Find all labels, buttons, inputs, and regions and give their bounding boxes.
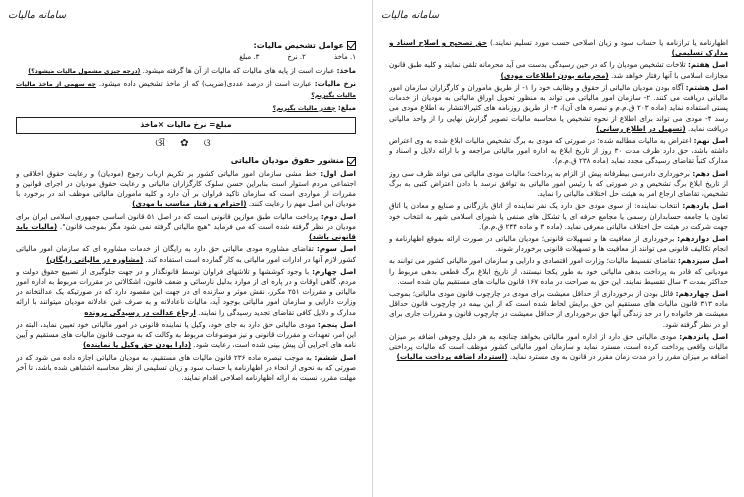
logo-text: سامانه مالیات — [381, 10, 440, 21]
principle-label: اصل هفتم: — [688, 60, 728, 70]
principle-label: اصل هشتم: — [685, 82, 728, 92]
paragraph — [16, 79, 356, 101]
factor-item: ۳. مبلغ — [239, 53, 260, 62]
principle-text: برخورداری دادرسی بیطرفانه پیش از الزام به پرداخت؛ مالیات مودی مالیاتی می تواند ظرف سی روز از تاریخ ابلاغ برگ تشخیص و در صورتی که با رئیس امور مالیاتی به توافق نرسد با دادن اعتراض کتبی به برگ تشخیص، تقاضای ارجاع امر به هیئت حل اختلاف مالیاتی را نماید. — [389, 168, 728, 199]
principle-text: مودی مالیاتی حق دارد از اداره امور مالیاتی بخواهد چنانچه به هر دلیل وجوهی اضافه بر میزان مالیات واقعی پرداخت کرده است، مسترد نماید و سازمان امور مالیاتی کشور موظف است که مالیات پرداختی اضافه بر میزان مقرر را در مدت زمان مقرر در قانون به وی مسترد نماید. — [389, 331, 728, 362]
principle-5 — [16, 320, 356, 351]
principle-1 — [16, 169, 356, 210]
principle-label: اصل سوم: — [317, 244, 356, 254]
principle-label: اصل سیزدهم: — [678, 256, 728, 266]
section-title: منشور حقوق مودیان مالیاتی — [230, 156, 344, 166]
principle-label: اصل دهم: — [692, 168, 728, 178]
principle-summary: (استرداد اضافه پرداخت مالیات) — [396, 352, 508, 362]
principle-10 — [389, 169, 728, 200]
factor-list — [16, 53, 356, 63]
section-title: عوامل تشخیص مالیات: — [253, 41, 344, 50]
principle-summary: (احترام و رفتار مناسب با مودی) — [132, 199, 247, 209]
section-header-factors — [16, 40, 356, 51]
principle-8 — [389, 83, 728, 134]
page-right — [372, 0, 744, 497]
term-note: چقدر مالیات بگیریم؟ — [272, 104, 336, 112]
principle-text: تقاضای مشاوره مودی مالیاتی حق دارد به رایگان از خدمات مشاوره ای که سازمان امور مالیاتی کشور لازم آنها در ادارات امور مالیاتی به کار گمارده است استفاده کند. — [16, 244, 356, 264]
principle-3 — [16, 244, 356, 264]
term-note: (درجه چیزی مشمول مالیات میشود؟) — [28, 68, 141, 76]
term-label: نرخ مالیات: — [314, 79, 356, 89]
principle-text: تقاضای تقسیط مالیات؛ وزارت امور اقتصادی و دارایی و سازمان امور مالیاتی کشور می توانند به مودیانی که قادر به پرداخت بدهی مالیاتی خود به طور یکجا نیستند، از تاریخ ابلاغ برگ قطعی بدهی مربوط را حداکثر بمدت ۳ سال تقسیط نمایند. این حق به صراحت در ماده ۱۶۷ قانون مالیات های مستقیم بیان شده است. — [389, 256, 728, 286]
principle-label: اصل چهارم: — [312, 266, 356, 276]
page-left-content — [16, 38, 356, 493]
factor-item: ۱. ماخذ — [333, 53, 356, 62]
logo-text: سامانه مالیات — [8, 10, 67, 21]
checkbox-icon — [347, 41, 356, 50]
principle-text: قائل بودن از برخورداری از حداقل معیشت برای مودی در چارچوب قانون مودی مالیاتی؛ بموجب ماده ۳۱۳ قانون مالیات های مستقیم این حق برایش لحاظ شده است که از این بیمه در چارچوب قانون حداقل معیشت هر خانواده را در حد زندگی آنها حق برخورداری از حداقل معیشت در چارچوب قانون و مقررات جاری برای او در نظر گرفته شود. — [389, 289, 728, 329]
principle-text: خط مشی سازمان امور مالیاتی کشور بر تکریم ارباب رجوع (مودیان) و رعایت حقوق اخلاقی و اجتماعی مردم استوار است بنابراین حسن سلوک کارگزاران مالیاتی و رعایت حقوق مودیان در اجرای قوانین و مقررات از مواردی است که سازمان تاکید فراوان بر آن دارد و کلیه ماموران مالیاتی موظف اند در برخورد با مودیان این اصل مهم را رعایت کنند. — [16, 168, 356, 209]
principle-label: اصل چهاردهم: — [675, 289, 728, 299]
principle-text: اظهارنامه یا ترازنامه یا حساب سود و زیان اصلاحی حسب مورد تسلیم نمایند.) — [489, 38, 728, 47]
principle-7 — [389, 60, 728, 80]
principle-text: انتخاب نماینده: از سوی مودی حق دارد یک نفر نماینده از اتاق بازرگانی و صنایع و معادن یا اتاق تعاون یا جامعه حسابداران رسمی یا مجامع حرفه ای یا تشکل های صنفی یا شورای اسلامی شهر به انتخاب خود جهت شرکت در هیئت حل اختلاف مالیاتی معرفی نماید. (ماده ۳ و ماده ۲۴۴ ق.م.م). — [389, 201, 728, 231]
principle-summary: حق تصحیح و اصلاح اسناد و مدارک تسلیمی) — [389, 38, 728, 58]
term-note: چه سهمی از ماخذ مالیات — [16, 81, 96, 89]
principle-13 — [389, 256, 728, 287]
page-right-content — [389, 38, 728, 493]
principle-15 — [389, 332, 728, 363]
term-label: ماخذ: — [336, 66, 356, 76]
principle-label: اصل دوم: — [320, 211, 356, 221]
principle-text: آگاه بودن مودیان مالیاتی از حقوق و وظایف خود را ۱- از طریق ماموران و کارگزاران سازمان امور مالیاتی دریافت می کنند. ۲- سازمان امور مالیاتی می تواند به منظور تحویل اوراق مالیاتی به مودیان از خدمات پستی استفاده نماید (ماده ۲۰۳ ق.م.م و تبصره های آن)، ۳- از طریق روزنامه های کثیرالانتشار به اطلاع مودی می رسد ۴- مودی می تواند برای اطلاع از نحوه تشخیص یا محاسبه مالیات تصویر گزارش نهایی را از واحد مالیاتی دریافت نماید. — [389, 82, 728, 133]
ornament: ଔ ✿ ଓ — [155, 138, 217, 150]
logo — [6, 8, 67, 34]
principle-summary: (تسهیل در اطلاع رسانی) — [596, 123, 686, 133]
principle-4 — [16, 267, 356, 318]
principle-label: اصل نهم: — [693, 135, 728, 145]
principle-text: به موجب تبصره ماده ۲۳۶ قانون مالیات های مستقیم، به مودیان مالیاتی اجازه داده می شود که در صورتی که به نحوی از انحاء در اظهارنامه یا حساب سود و زیان تسلیمی از نظر محاسبه اشتباهی شده باشد، تا آخر مهلت مقرر، نسبت به ارائه اظهارنامه اصلاحی اقدام نمایند. — [16, 352, 356, 382]
principle-12 — [389, 234, 728, 254]
term-text: عبارت است از درصد عددی(ضریب) که از ماخذ تشخیص داده میشود. — [98, 79, 312, 89]
principle-label: اصل یازدهم: — [682, 201, 728, 211]
principle-text: اعتراض به مالیات مطالبه شده؛ در صورتی که مودی به برگ تشخیص مالیات ابلاغ شده به وی اعتراض داشته باشد، حق دارد ظرف مدت ۳۰ روز از تاریخ ابلاغ به اداره امور مالیاتی مراجعه و با ارائه دلایل و اسناد و مدارک کتباً تقاضای رسیدگی مجدد نماید (ماده ۲۳۸ ق.م.م). — [389, 135, 728, 166]
paragraph-continued — [389, 38, 728, 58]
principle-summary: (محرمانه بودن اطلاعات مودی) — [500, 70, 609, 80]
paragraph — [16, 66, 356, 77]
term-text: عبارت است از پایه های مالیات که مالیات از آن ها گرفته میشود. — [142, 66, 335, 76]
principle-text: برخورداری از معافیت ها و تسهیلات قانونی؛ مودیان مالیاتی در صورت ارائه بموقع اظهارنامه و انجام تکالیف قانونی می توانند از معافیت ها و تسهیلات قانونی برخوردار شوند. — [389, 233, 728, 254]
principle-11 — [389, 201, 728, 232]
principle-label: اصل اول: — [320, 168, 356, 178]
principle-summary: (دارا بودن حق وکیل یا نماینده) — [82, 340, 192, 350]
principle-9 — [389, 136, 728, 167]
factor-item: ۲. نرخ — [287, 53, 306, 62]
term-label: مبلغ: — [337, 102, 356, 112]
term-note-sub: مالیات بگیریم؟ — [311, 91, 356, 99]
principle-label: اصل پنجم: — [317, 319, 356, 329]
paragraph — [16, 103, 356, 114]
principle-summary: (مشاوره در مالیاتی رایگان) — [46, 254, 144, 264]
principle-text: با وجود کوششها و تلاشهای فراوان توسط قانونگذار و در جهت جلوگیری از تضییع حقوق دولت و مردم، گاهی اوقات و در پاره ای از موارد بدلیل نارسائی و ضعف قانون، اشکالاتی در مقررات مربوط به اداره امور مالیاتی و مقررات ۲۵۱ مکرر، نقش موثر و سازنده ای در جهت این مقصود دارد که در صورتیکه یک عدالتخانه در وزارت دارایی و سازمان امور مالیاتی بوجود آید، مالیات ناعادلانه و به صرف غبن عادلانه مودیان میتوانند با ارائه مدارک و دلایل کافی تقاضای تجدید رسیدگی را نمایند. — [16, 266, 356, 317]
principle-label: اصل دوازدهم: — [677, 233, 728, 243]
principle-label: اصل ششم: — [314, 352, 356, 362]
principle-text: تلاخات تشخیص مودیان را که در حین رسیدگی بدست می آید محرمانه تلقی نمایند و کلیه طبق قانون مجازات اسلامی با آنها رفتار خواهد شد. — [389, 60, 728, 80]
principle-6 — [16, 353, 356, 384]
principle-summary: (مالیات باید قانونی باشد) — [16, 221, 356, 242]
logo — [379, 8, 440, 34]
formula-box: مبلغ= نرخ مالیات ×ماخذ — [16, 117, 356, 134]
principle-2 — [16, 212, 356, 243]
principle-label: اصل پانزدهم: — [679, 331, 728, 341]
principle-text: پرداخت مالیات طبق موازین قانونی است که در اصل ۵۱ قانون اساسی جمهوری اسلامی ایران برای مودیان در نظر گرفته شده است که می فرماید "هیچ مالیاتی گرفته نمی شود مگر بموجب قانون". — [16, 211, 356, 231]
principle-14 — [389, 289, 728, 330]
checkbox-icon — [347, 157, 356, 166]
section-header-charter — [16, 155, 356, 166]
principle-text: مودی مالیاتی حق دارد به جای خود، وکیل یا نماینده قانونی در امور مالیاتی خود تعیین نماید، البته در این امر، تعهدات و مقررات قانونی و نیز موضوعات مربوط به وکالت که به موجب قانون مالیات های مستقیم و آیین نامه های اجرایی آن پیش بینی شده است، رعایت شود. — [16, 319, 356, 350]
principle-summary: ارجاع عدالت در رسیدگی پرونده — [84, 307, 196, 317]
